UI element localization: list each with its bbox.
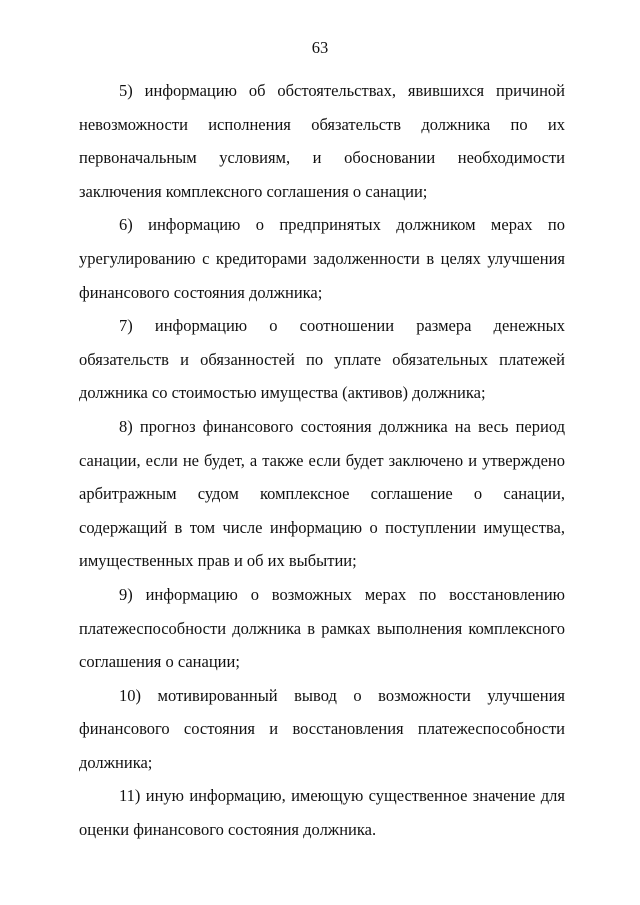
page-number: 63 [311,38,329,57]
list-item-6: 6) информацию о предпринятых должником мерах по урегулированию с кредиторами задолженности в целях улучшения финансового состояния должника; [79,215,565,302]
list-item-9: 9) информацию о возможных мерах по восстановлению платежеспособности должника в рамках выполнения комплексного соглашения о санации; [79,584,565,672]
document-body [79,74,565,847]
list-item-5: 5) информацию об обстоятельствах, явившихся причиной невозможности исполнения обязательств должника по их первоначальным условиям, и обосновании необходимости заключения комплексного соглашения о санации; [79,81,565,201]
list-item-10: 10) мотивированный вывод о возможности улучшения финансового состояния и восстановления платежеспособности должника; [79,685,565,772]
list-item-11: 11) иную информацию, имеющую существенное значение для оценки финансового состояния должника. [79,786,565,840]
list-item-8: 8) прогноз финансового состояния должника на весь период санации, если не будет, а также если будет заключено и утверждено арбитражным судом комплексное соглашение о санации, содержащий в том числе информацию о поступлении имущества, имущественных прав и об их выбытии; [79,416,565,571]
list-item-7: 7) информацию о соотношении размера денежных обязательств и обязанностей по уплате обязательных платежей должника со стоимостью имущества (активов) должника; [79,316,565,403]
